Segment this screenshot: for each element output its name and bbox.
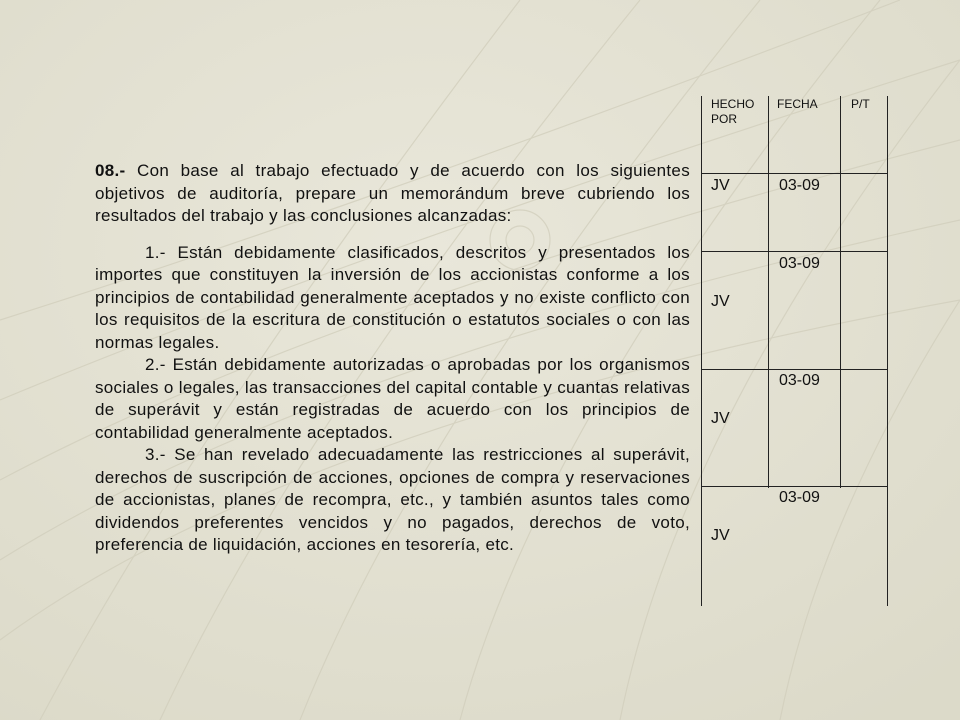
header-fecha: FECHA [777, 97, 818, 111]
row-2-fecha: 03-09 [779, 255, 820, 272]
row-3-fecha: 03-09 [779, 372, 820, 389]
table-row-line [701, 173, 888, 174]
row-1-fecha: 03-09 [779, 177, 820, 194]
table-divider-2 [840, 96, 841, 488]
table-row-line [701, 486, 888, 487]
objective-item-3: 3.- Se han revelado adecuadamente las restricciones al superávit, derechos de suscripción de acciones, opciones de compra y reservaciones de accionistas, planes de recompra, etc., y también asuntos tales como dividendos preferentes vencidos y no pagados, derechos de voto, preferencia de liquidación, acciones en tesorería, etc. [95, 445, 690, 554]
intro-number: 08.- [95, 161, 126, 180]
intro-paragraph [95, 160, 690, 228]
row-2-hecho-por: JV [711, 293, 730, 310]
intro-text: Con base al trabajo efectuado y de acuerdo con los siguientes objetivos de auditoría, prepare un memorándum breve cubriendo los resultados del trabajo y las conclusiones alcanzadas: [95, 161, 690, 225]
row-4-hecho-por: JV [711, 527, 730, 544]
table-row-line [701, 369, 888, 370]
header-pt: P/T [851, 97, 870, 111]
objective-item-1: 1.- Están debidamente clasificados, descritos y presentados los importes que constituyen la inversión de los accionistas conforme a los principios de contabilidad generalmente aceptados y no existe conflicto con los requisitos de la escritura de constitución o estatutos sociales o con las normas legales. [95, 242, 690, 352]
table-row-line [701, 251, 888, 252]
review-table [701, 96, 888, 606]
header-hecho-por: HECHO POR [711, 97, 755, 126]
row-4-fecha: 03-09 [779, 489, 820, 506]
row-1-hecho-por: JV [711, 177, 730, 194]
objective-item-2: 2.- Están debidamente autorizadas o aprobadas por los organismos sociales o legales, las transacciones del capital contable y cuantas relativas de superávit y están registradas de acuerdo con los principios de contabilidad generalmente aceptados. [95, 355, 690, 442]
table-divider-1 [768, 96, 769, 488]
row-3-hecho-por: JV [711, 410, 730, 427]
document-body [95, 160, 690, 557]
